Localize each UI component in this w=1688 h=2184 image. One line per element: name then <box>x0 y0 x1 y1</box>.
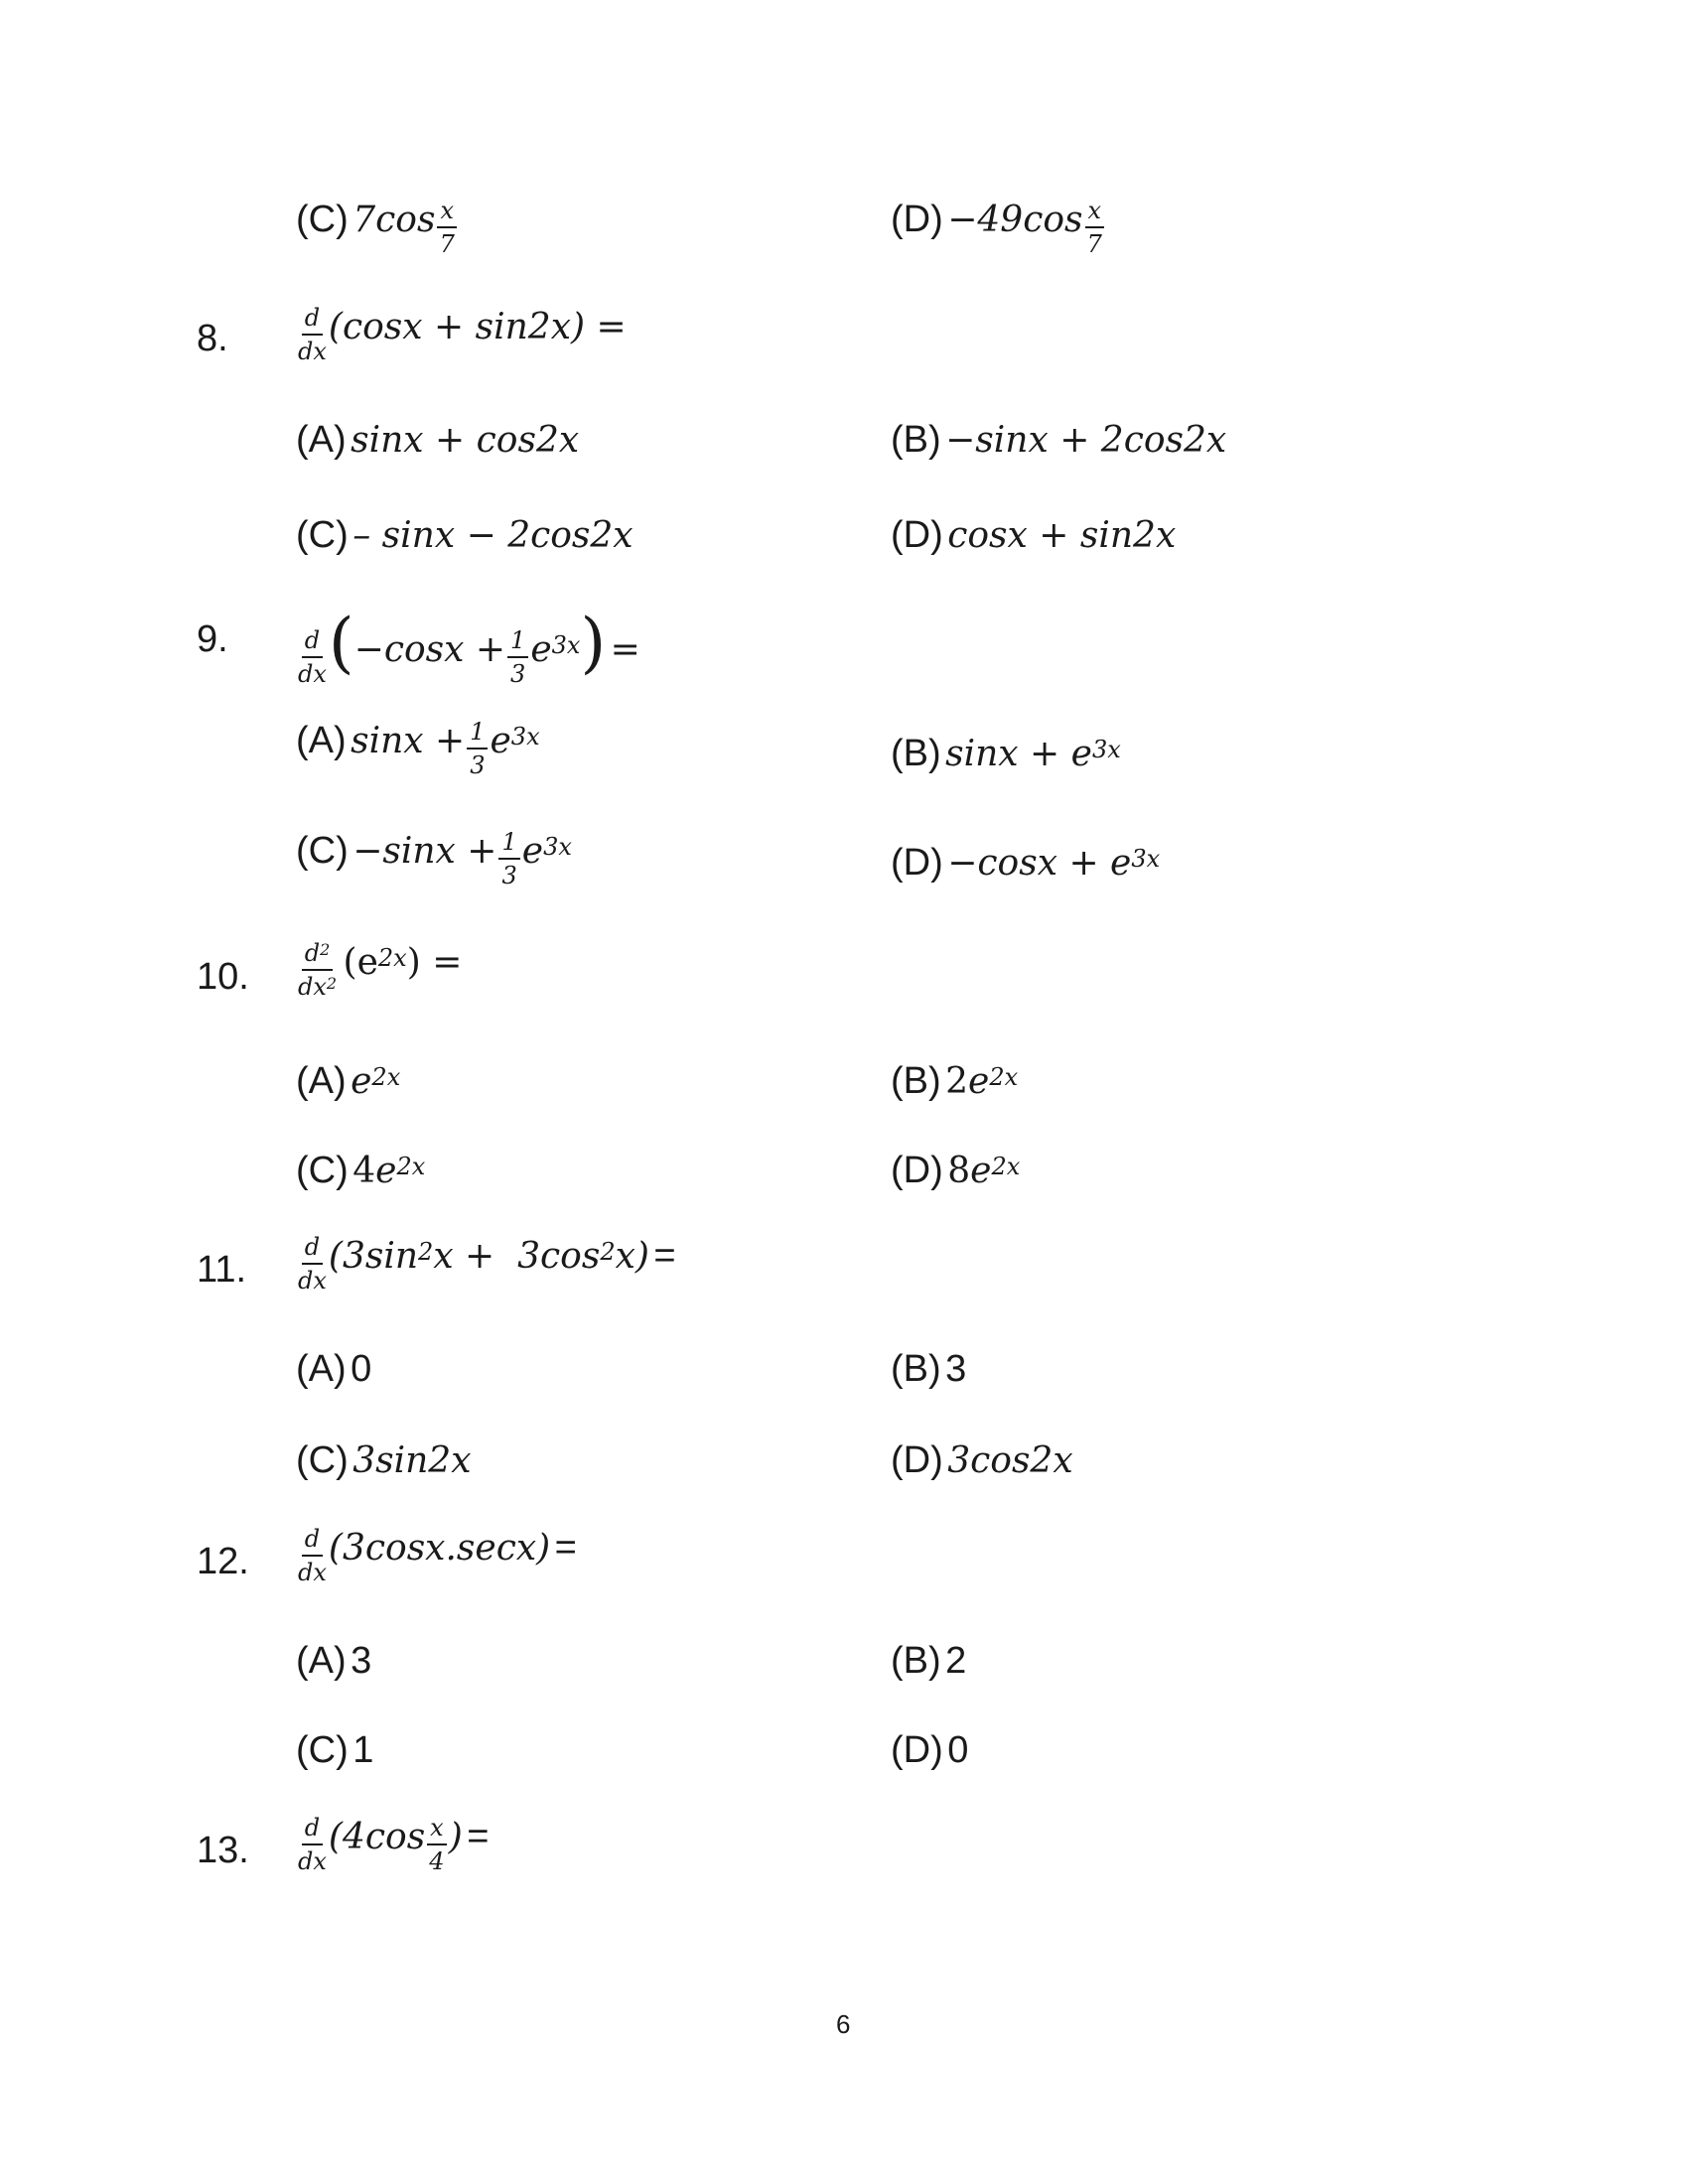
q8-option-d: (D) cosx + sin2x <box>891 514 1177 556</box>
q8-stem: $\frac{d}{dx}$ (cosx + sin2x) = <box>298 304 627 365</box>
q11-stem: $\frac{d}{dx}$ $(3\sin^2x + 3\cos^2x)$ = <box>298 1233 676 1295</box>
q12-number: 12. <box>197 1541 249 1582</box>
q11-option-b: (B) 3 <box>891 1348 967 1390</box>
q13-number: 13. <box>197 1830 249 1871</box>
q11-option-a: (A) 0 <box>296 1348 372 1390</box>
q10-option-b: (B) $2e^{2x}$ <box>891 1060 1019 1102</box>
q8-option-a: (A) sinx + cos2x <box>296 419 580 461</box>
q7-option-c: (C) 7cos $\frac{x}{7}$ <box>296 199 459 256</box>
q12-option-d: (D) 0 <box>891 1729 969 1771</box>
q10-option-c: (C) $4e^{2x}$ <box>296 1150 426 1191</box>
q12-option-c: (C) 1 <box>296 1729 374 1771</box>
q11-option-d: (D) 3cos2x <box>891 1439 1073 1481</box>
q9-option-a: (A) sinx + $\frac{1}{3}$ $e^{3x}$ <box>296 718 540 779</box>
q10-number: 10. <box>197 956 249 998</box>
q13-stem: $\frac{d}{dx}$ (4cos $\frac{x}{4}$ ) = <box>298 1814 490 1875</box>
q11-number: 11. <box>197 1249 247 1291</box>
q12-option-a: (A) 3 <box>296 1640 372 1682</box>
q11-option-c: (C) 3sin2x <box>296 1439 472 1481</box>
q8-option-b: (B) −sinx + 2cos2x <box>891 419 1227 461</box>
q9-number: 9. <box>197 618 228 660</box>
q9-option-c: (C) −sinx + $\frac{1}{3}$ $e^{3x}$ <box>296 828 572 889</box>
q10-option-a: (A) $e^{2x}$ <box>296 1060 401 1102</box>
q12-stem: $\frac{d}{dx}$ (3cosx.secx) = <box>298 1525 577 1586</box>
q9-option-b: (B) $\sin x + e^{3x}$ <box>891 733 1121 774</box>
q7-option-d: (D) −49cos $\frac{x}{7}$ <box>891 199 1106 256</box>
q8-number: 8. <box>197 318 228 359</box>
q12-option-b: (B) 2 <box>891 1640 967 1682</box>
q9-stem: $\frac{d}{dx}$ (−cosx + $\frac{1}{3}$ $e^{3x}$) = <box>298 605 640 688</box>
q10-option-d: (D) $8e^{2x}$ <box>891 1150 1021 1191</box>
q9-option-d: $(D) -\cos x + e^{3x}$ <box>891 842 1161 884</box>
q10-stem: $\frac{d^2}{dx^2}$ $(e^{2x})$ = <box>298 939 463 1001</box>
q8-option-c: (C) – sinx − 2cos2x <box>296 514 633 556</box>
page-number: 6 <box>836 2009 851 2039</box>
